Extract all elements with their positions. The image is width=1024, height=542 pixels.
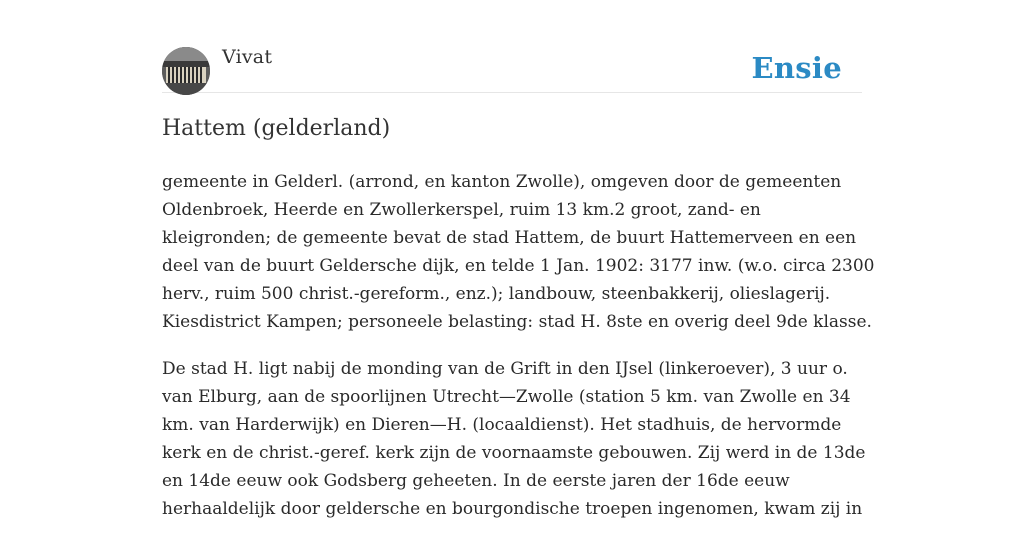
avatar-image	[162, 47, 210, 95]
text-line: km. van Harderwijk) en Dieren—H. (locaaldienst). Het stadhuis, de hervormde	[162, 415, 842, 435]
paragraph	[162, 168, 875, 336]
article-title: Hattem (gelderland)	[162, 116, 391, 141]
brand-logo[interactable]: Ensie	[751, 51, 842, 85]
text-line: en 14de eeuw ook Godsberg geheeten. In de eerste jaren der 16de eeuw	[162, 471, 790, 491]
paragraph	[162, 355, 872, 523]
article-body	[162, 168, 875, 542]
text-line: De stad H. ligt nabij de monding van de Grift in den IJsel (linkeroever), 3 uur o.	[162, 359, 848, 379]
text-line: Oldenbroek, Heerde en Zwollerkerspel, ruim 13 km.2 groot, zand- en	[162, 200, 761, 220]
text-line: deel van de buurt Geldersche dijk, en telde 1 Jan. 1902: 3177 inw. (w.o. circa 2300	[162, 256, 875, 276]
header	[162, 0, 862, 93]
page	[162, 0, 875, 519]
text-line: herhaaldelijk door geldersche en bourgondische troepen ingenomen, kwam zij in	[162, 499, 863, 519]
text-line: kleigronden; de gemeente bevat de stad Hattem, de buurt Hattemerveen en een	[162, 228, 857, 248]
avatar[interactable]	[162, 47, 210, 95]
text-line: herv., ruim 500 christ.-gereform., enz.); landbouw, steenbakkerij, olieslagerij.	[162, 284, 831, 304]
text-line: van Elburg, aan de spoorlijnen Utrecht—Zwolle (station 5 km. van Zwolle en 34	[162, 387, 851, 407]
text-line: Kiesdistrict Kampen; personeele belasting: stad H. 8ste en overig deel 9de klasse.	[162, 312, 872, 332]
author-name[interactable]: Vivat	[222, 46, 273, 68]
text-line: kerk en de christ.-geref. kerk zijn de voornaamste gebouwen. Zij werd in de 13de	[162, 443, 866, 463]
text-line: gemeente in Gelderl. (arrond, en kanton Zwolle), omgeven door de gemeenten	[162, 172, 842, 192]
